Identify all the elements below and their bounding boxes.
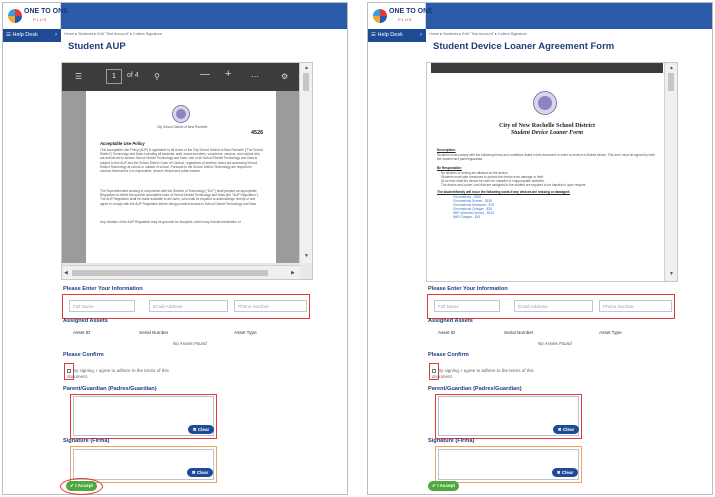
student-clear-button[interactable]: ✖ Clear — [187, 468, 213, 477]
confirm-checkbox-label[interactable] — [67, 368, 177, 380]
scroll-up-icon[interactable]: ▲ — [669, 65, 674, 71]
full-name-input[interactable]: Full Name — [69, 300, 135, 312]
pdf-page — [431, 73, 663, 281]
app-logo[interactable] — [368, 3, 433, 29]
confirm-section-title: Please Confirm — [428, 352, 469, 358]
cost-item: iMiFi Charger - $15 — [453, 215, 481, 219]
pdf-viewer — [61, 62, 313, 280]
assets-section-title: Assigned Assets — [63, 318, 108, 324]
pdf-viewer — [426, 62, 678, 282]
logo-icon — [373, 9, 387, 23]
app-logo[interactable] — [3, 3, 68, 29]
email-input[interactable]: Email Address — [149, 300, 228, 312]
cost-item: iMiFi (Internet Device) - $100 — [453, 211, 495, 215]
pdf-paragraph-2: The Superintendent working in conjunction with the Director of Technology ("DoT") shall prepare an appropriate Regulation to define the specific acceptable uses of School District Technology and Data (the "AUP Regulation"). The AUP Regulation shall be made available to all Users, who shall be required to acknowledge receipt of and agree to comply with the AUP Regulation before being provided access to School District Technology and Data. — [100, 189, 259, 206]
vertical-scrollbar[interactable] — [664, 63, 677, 281]
search-icon[interactable]: ⚲ — [154, 72, 160, 81]
col-serial-number: Serial Number — [139, 330, 169, 335]
confirm-text: By signing, I agree to adhere to the terms of this document. — [432, 368, 534, 379]
scroll-up-icon[interactable]: ▲ — [304, 65, 309, 71]
page-title: Student AUP — [68, 41, 126, 52]
pdf-page-edge — [431, 63, 663, 73]
rule-item: At no time shall the device be used for unlawful or inappropriate activities — [441, 179, 544, 183]
sidebar-item-help-desk[interactable] — [368, 29, 426, 42]
chevron-right-icon: › — [420, 32, 422, 38]
student-signature-title: Signature (Firma) — [428, 438, 475, 444]
scroll-left-icon[interactable]: ◀ — [64, 270, 68, 276]
cost-item: Chromebook Screen - $150 — [453, 199, 493, 203]
breadcrumb: Home ▸ Students ▸ Edit "Test Account" ▸ Collect Signature — [429, 32, 527, 36]
top-header-bar — [3, 3, 347, 29]
page-number-input[interactable]: 1 — [106, 69, 122, 84]
scroll-down-icon[interactable]: ▼ — [669, 271, 674, 277]
student-signature-title: Signature (Firma) — [63, 438, 110, 444]
col-asset-type: Asset Type — [599, 330, 622, 335]
scroll-thumb[interactable] — [668, 73, 674, 91]
sidebar — [3, 29, 61, 495]
pdf-paragraph-3: Any violation of the AUP Regulation may be grounds for discipline, which may include termination of — [100, 220, 241, 224]
logo-text: ONE TO ONE — [24, 8, 68, 15]
district-seal-icon — [172, 105, 190, 123]
scroll-down-icon[interactable]: ▼ — [304, 253, 309, 259]
logo-subtext: PLUS — [398, 17, 413, 22]
confirm-checkbox[interactable] — [432, 369, 436, 373]
accept-button[interactable]: ✔ I Accept — [428, 481, 459, 491]
parent-clear-button[interactable]: ✖ Clear — [553, 425, 579, 434]
accept-button[interactable]: ✔ I Accept — [66, 481, 97, 491]
scroll-right-icon[interactable]: ▶ — [291, 270, 295, 276]
confirm-checkbox[interactable] — [67, 369, 71, 373]
chevron-right-icon: › — [55, 32, 57, 38]
confirm-section-title: Please Confirm — [63, 352, 104, 358]
pdf-toolbar — [62, 63, 300, 91]
student-clear-button[interactable]: ✖ Clear — [552, 468, 578, 477]
pdf-section-title: Acceptable Use Policy — [100, 141, 145, 146]
col-asset-id: Asset ID — [438, 330, 456, 335]
pdf-document-area[interactable] — [62, 91, 300, 263]
parent-clear-button[interactable]: ✖ Clear — [188, 425, 214, 434]
cost-item: Chromebook Charger - $35 — [453, 207, 492, 211]
logo-subtext: PLUS — [33, 17, 48, 22]
page-total: of 4 — [127, 72, 139, 79]
info-section-title: Please Enter Your Information — [428, 286, 508, 292]
outline-icon[interactable]: ☰ — [75, 72, 83, 81]
confirm-text: By signing, I agree to adhere to the terms of this document. — [67, 368, 169, 379]
cost-item: Chromebook Keyboard - $75 — [453, 203, 494, 207]
zoom-out-icon[interactable]: — — [200, 69, 210, 80]
rule-item: Students must take measures to protect the device from damage or theft — [441, 175, 544, 179]
description-label: Description: — [437, 148, 456, 152]
description-text: Students must comply with the following terms and conditions listed in this document in order to receive a District device. This form must be signed by both the student and parent/guardian. — [437, 153, 655, 162]
col-serial-number: Serial Number — [504, 330, 534, 335]
parent-signature-title: Parent/Guardian (Padres/Guardian) — [63, 386, 157, 392]
no-assets-message: No Assets Found — [538, 341, 572, 346]
logo-icon — [8, 9, 22, 23]
rule-item: No stickers or writing are allowed on the device — [441, 171, 508, 175]
seal-caption: City School District of New Rochelle — [156, 125, 208, 129]
col-asset-id: Asset ID — [73, 330, 91, 335]
pdf-page — [86, 91, 276, 263]
page-title: Student Device Loaner Agreement Form — [433, 41, 615, 52]
sidebar — [368, 29, 426, 495]
no-assets-message: No Assets Found — [173, 341, 207, 346]
info-section-title: Please Enter Your Information — [63, 286, 143, 292]
email-input[interactable]: Email Address — [514, 300, 593, 312]
sidebar-item-help-desk[interactable] — [3, 29, 61, 42]
breadcrumb: Home ▸ Students ▸ Edit "Test Account" ▸ Collect Signature — [64, 32, 162, 36]
phone-input[interactable]: Phone Number — [234, 300, 307, 312]
help-desk-icon: ☰ — [6, 32, 11, 38]
help-desk-icon: ☰ — [371, 32, 376, 38]
more-options-icon[interactable]: ⋯ — [251, 72, 259, 81]
assets-section-title: Assigned Assets — [428, 318, 473, 324]
zoom-in-icon[interactable]: + — [225, 68, 232, 80]
pdf-document-area[interactable] — [427, 63, 665, 281]
settings-icon[interactable]: ⚙ — [281, 72, 289, 81]
left-screen-panel — [2, 2, 348, 495]
costs-label: The student/family will incur the following costs if any devices are missing or damaged: — [437, 190, 571, 194]
rule-item: The device and power cord that are assigned to the student are required to be handed in upon request — [441, 183, 586, 187]
phone-input[interactable]: Phone Number — [599, 300, 672, 312]
logo-text: ONE TO ONE — [389, 8, 433, 15]
full-name-input[interactable]: Full Name — [434, 300, 500, 312]
sidebar-item-label: Help Desk — [377, 32, 403, 38]
pdf-heading-1: City of New Rochelle School District — [498, 122, 596, 129]
pdf-paragraph-1: This Acceptable Use Policy (AUP) is applicable to all Users of the City School District of New Rochelle ("The School District") Technology and Data, including all students, staff, board members, volunteers, vendors, and visitors who are authorized to access School District Technology and Data. Use of all School District Technology and Data is subject to this AUP and the School District Code of Conduct, regardless of whether Users are accessing School District Technology at school or outside of school. Pursuant to the School District Technology are required to conduct themselves in a responsible, decent, ethical and polite manner. — [100, 148, 264, 174]
policy-number: 4526 — [251, 130, 264, 136]
district-seal-icon — [533, 91, 557, 115]
horizontal-scrollbar[interactable] — [62, 265, 300, 279]
vertical-scrollbar[interactable] — [299, 63, 312, 263]
scroll-thumb[interactable] — [72, 270, 268, 276]
pdf-heading-2: Student Device Loaner Form — [510, 130, 584, 136]
top-header-bar — [368, 3, 712, 29]
cost-item: Chromebook - $300 — [453, 195, 482, 199]
right-screen-panel — [367, 2, 713, 495]
sidebar-item-label: Help Desk — [12, 32, 38, 38]
scroll-thumb[interactable] — [303, 73, 309, 91]
col-asset-type: Asset Type — [234, 330, 257, 335]
confirm-checkbox-label[interactable] — [432, 368, 542, 380]
parent-signature-title: Parent/Guardian (Padres/Guardian) — [428, 386, 522, 392]
responsible-label: Be Responsible: — [437, 166, 462, 170]
